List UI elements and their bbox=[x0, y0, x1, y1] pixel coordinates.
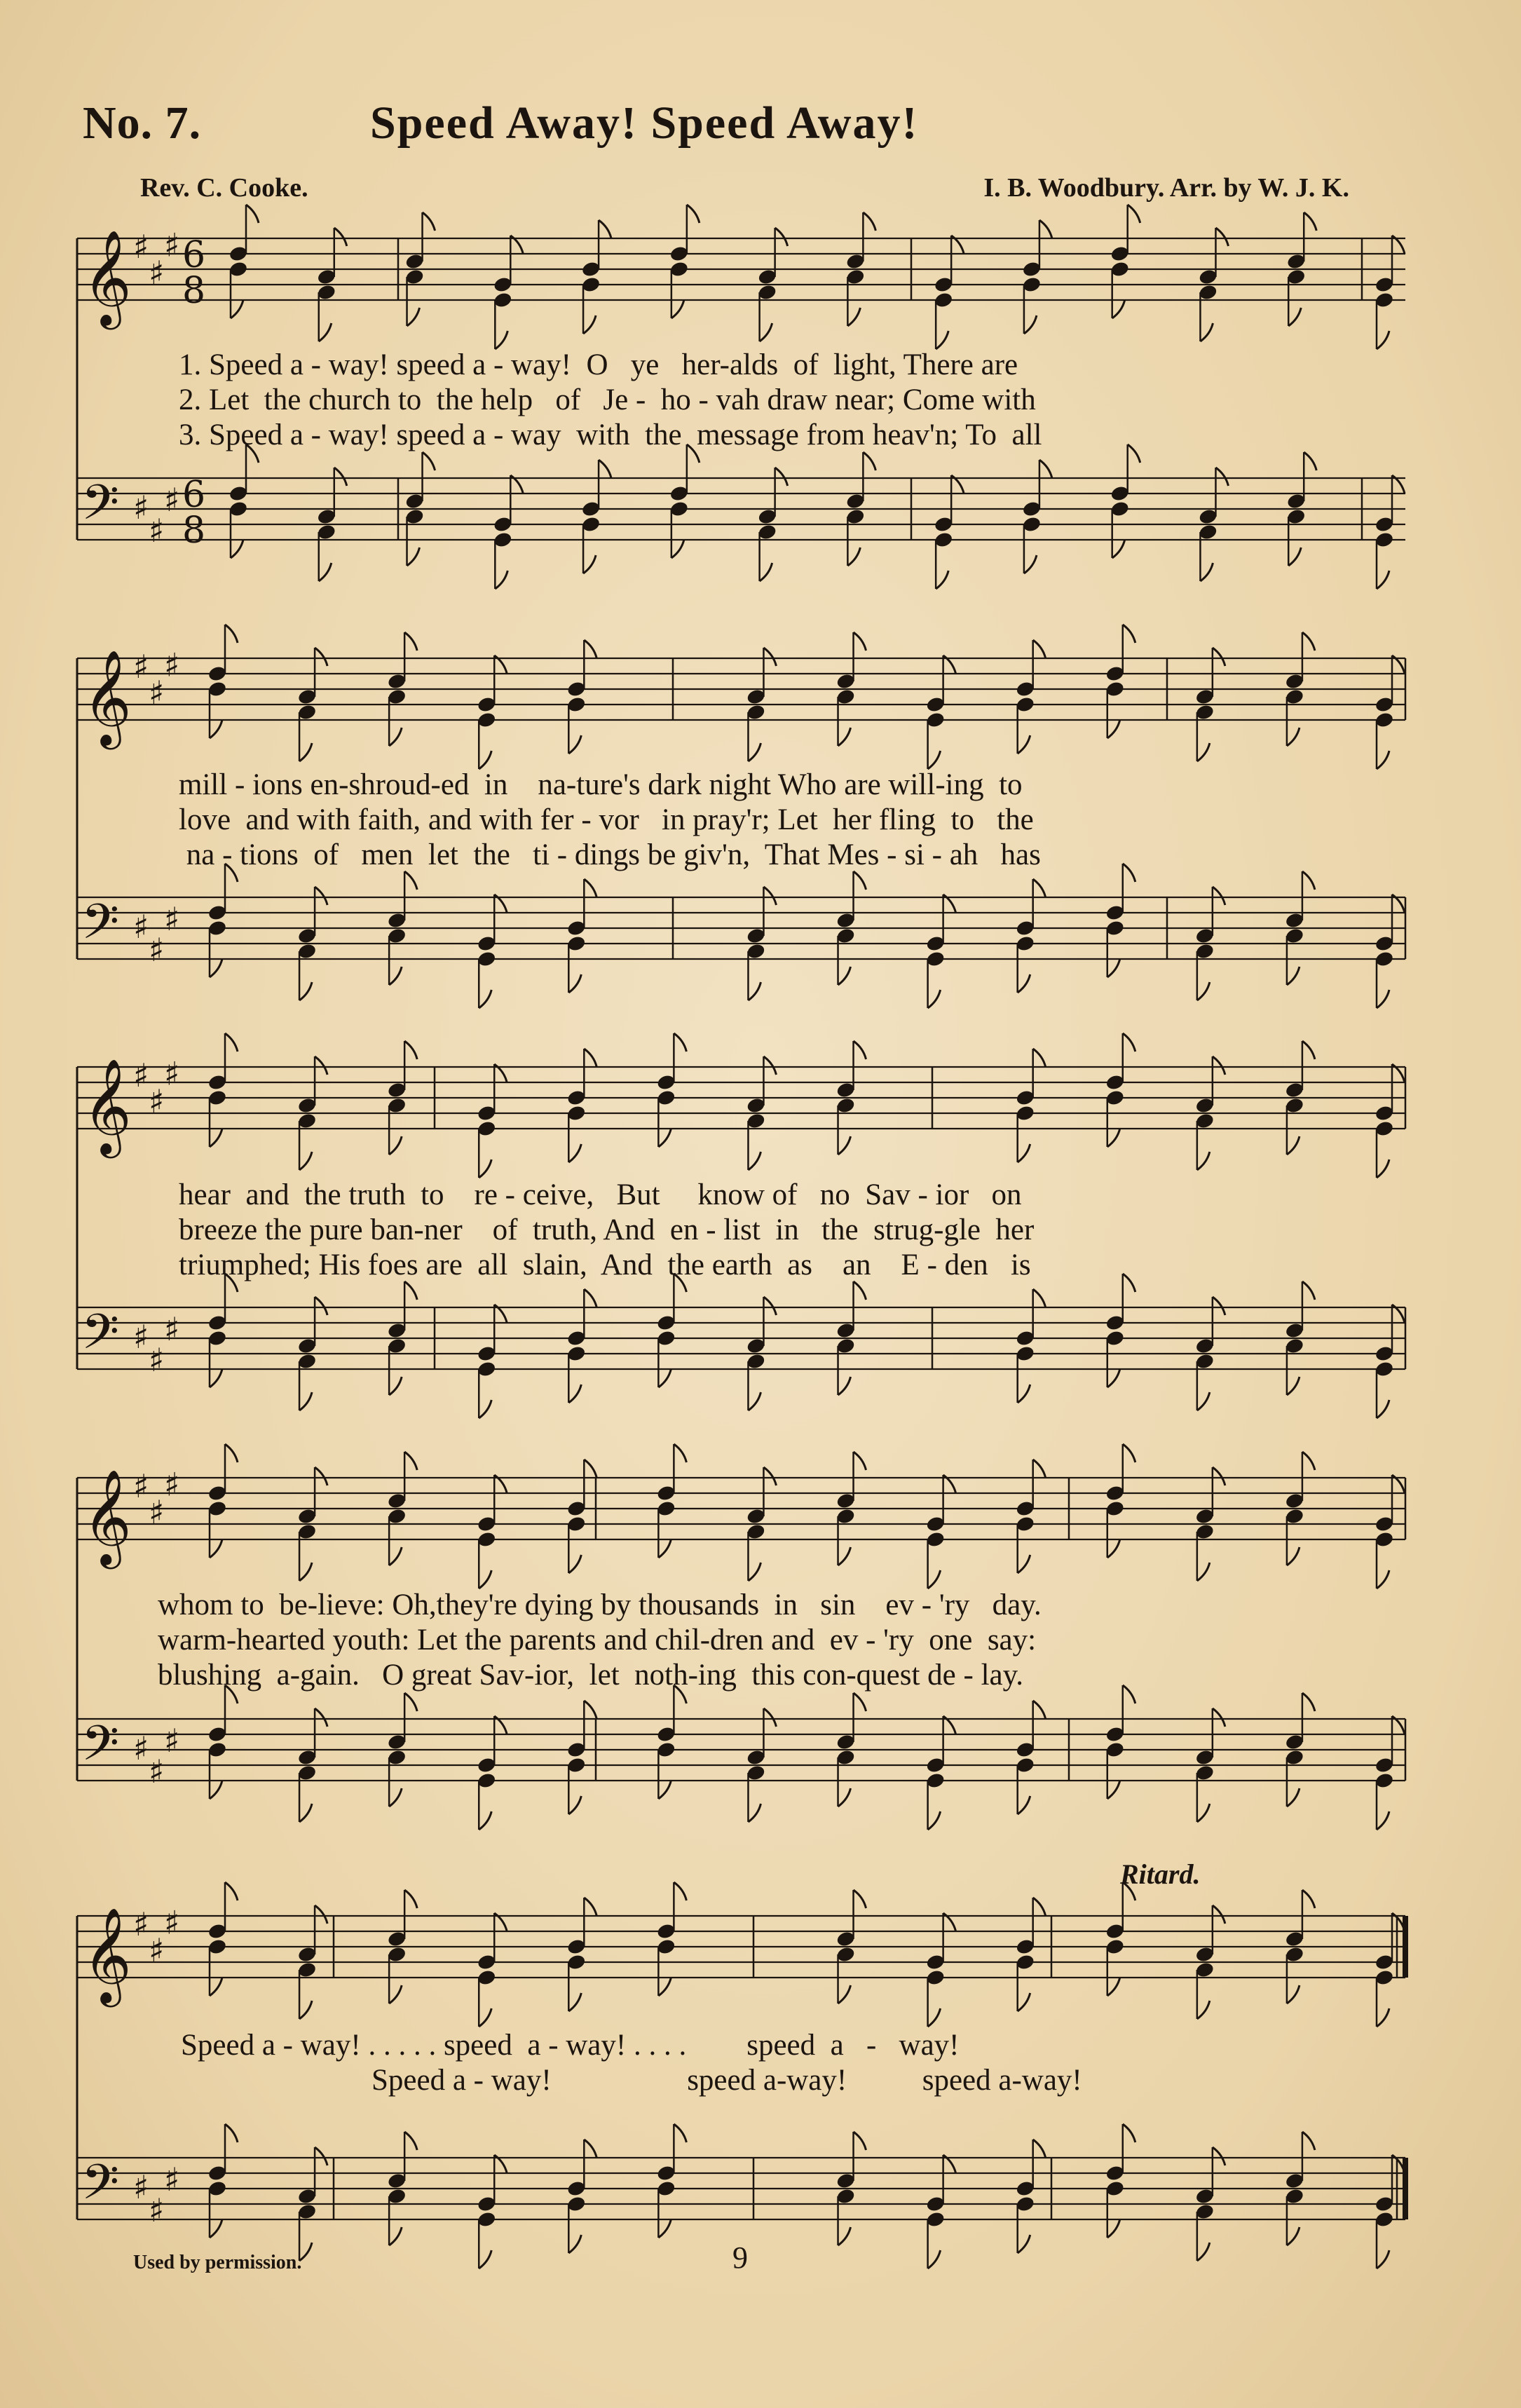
note-flag bbox=[1302, 632, 1315, 651]
note-flag bbox=[854, 632, 866, 651]
note-flag bbox=[568, 1385, 581, 1403]
note-flag bbox=[583, 315, 596, 334]
note-flag bbox=[748, 1563, 760, 1581]
sharp-sign: ♯ bbox=[133, 1905, 149, 1943]
note-flag bbox=[854, 1041, 866, 1059]
note-flag bbox=[1112, 540, 1125, 558]
note-flag bbox=[1213, 1056, 1225, 1075]
lyric-line: Speed a - way! . . . . . speed a - way! . . . . speed a - way! bbox=[181, 2029, 960, 2062]
note-flag bbox=[389, 2227, 402, 2245]
lyricist-credit: Rev. C. Cooke. bbox=[140, 173, 308, 203]
note-flag bbox=[299, 2001, 312, 2019]
note-flag bbox=[225, 1444, 238, 1462]
note-flag bbox=[479, 2008, 491, 2027]
sharp-sign: ♯ bbox=[133, 1467, 149, 1505]
lyric-line: hear and the truth to re - ceive, But know of no Sav - ior on bbox=[179, 1178, 1022, 1211]
note-flag bbox=[1287, 1985, 1300, 2004]
note-flag bbox=[1197, 1392, 1210, 1410]
note-flag bbox=[1107, 1781, 1120, 1799]
note-flag bbox=[389, 1788, 402, 1807]
note-flag bbox=[1018, 1993, 1030, 2011]
note-flag bbox=[299, 1392, 312, 1410]
sharp-sign: ♯ bbox=[164, 1054, 180, 1093]
note-flag bbox=[495, 331, 507, 349]
note-flag bbox=[1377, 990, 1389, 1008]
note-flag bbox=[1018, 1385, 1030, 1403]
note-flag bbox=[838, 2227, 851, 2245]
note-flag bbox=[1197, 1152, 1210, 1170]
sharp-sign: ♯ bbox=[149, 1082, 165, 1120]
note-flag bbox=[404, 1041, 417, 1059]
note-flag bbox=[1287, 1788, 1300, 1807]
hymn-number: No. 7. bbox=[83, 97, 202, 149]
composer-credit: I. B. Woodbury. Arr. by W. J. K. bbox=[983, 173, 1349, 203]
note-flag bbox=[1304, 212, 1316, 231]
note-flag bbox=[1018, 1555, 1030, 1573]
sharp-sign: ♯ bbox=[164, 1310, 180, 1348]
sharp-sign: ♯ bbox=[149, 1341, 165, 1379]
note-flag bbox=[748, 1152, 760, 1170]
note-flag bbox=[389, 1985, 402, 2004]
note-flag bbox=[1107, 1539, 1120, 1558]
bass-clef: 𝄢 bbox=[81, 1715, 120, 1783]
sharp-sign: ♯ bbox=[164, 226, 180, 264]
system-4-lyrics bbox=[0, 1588, 1521, 1760]
note-flag bbox=[674, 1882, 686, 1900]
note-flag bbox=[1302, 1452, 1315, 1470]
note-flag bbox=[1033, 1898, 1046, 1916]
sharp-sign: ♯ bbox=[149, 1753, 165, 1790]
lyric-line: 1. Speed a - way! speed a - way! O ye her-alds of light, There are bbox=[179, 348, 1018, 381]
note-flag bbox=[479, 1159, 491, 1178]
note-flag bbox=[863, 212, 875, 231]
note-flag bbox=[299, 982, 312, 1000]
note-flag bbox=[1107, 1978, 1120, 1996]
note-flag bbox=[1033, 1460, 1046, 1478]
note-flag bbox=[479, 751, 491, 769]
note-flag bbox=[599, 220, 611, 238]
ritard-marking: Ritard. bbox=[1120, 1858, 1201, 1890]
sharp-sign: ♯ bbox=[164, 2161, 180, 2198]
note-flag bbox=[928, 751, 941, 769]
note-flag bbox=[225, 1033, 238, 1052]
note-flag bbox=[838, 1136, 851, 1155]
note-flag bbox=[838, 1985, 851, 2004]
note-flag bbox=[847, 308, 860, 326]
note-flag bbox=[658, 1539, 671, 1558]
sharp-sign: ♯ bbox=[133, 2168, 149, 2206]
note-flag bbox=[225, 625, 238, 643]
sharp-sign: ♯ bbox=[164, 646, 180, 684]
note-flag bbox=[1200, 323, 1213, 341]
note-flag bbox=[568, 735, 581, 754]
note-flag bbox=[334, 228, 347, 246]
note-flag bbox=[674, 1033, 686, 1052]
note-flag bbox=[928, 2250, 941, 2268]
note-flag bbox=[231, 300, 243, 318]
lyric-line: warm-hearted youth: Let the parents and chil-dren and ev - 'ry one say: bbox=[158, 1624, 1037, 1657]
note-flag bbox=[319, 323, 332, 341]
note-flag bbox=[1287, 1377, 1300, 1395]
note-flag bbox=[1112, 300, 1125, 318]
note-flag bbox=[210, 720, 222, 738]
sharp-sign: ♯ bbox=[149, 674, 165, 712]
note-flag bbox=[1107, 2219, 1120, 2238]
bass-clef: 𝄢 bbox=[81, 1303, 120, 1372]
note-flag bbox=[389, 1547, 402, 1565]
note-flag bbox=[1288, 308, 1301, 326]
sharp-sign: ♯ bbox=[133, 908, 149, 946]
note-flag bbox=[210, 959, 222, 977]
note-flag bbox=[936, 571, 948, 589]
note-flag bbox=[1213, 1467, 1225, 1485]
note-flag bbox=[847, 547, 860, 566]
note-flag bbox=[315, 648, 327, 666]
sharp-sign: ♯ bbox=[133, 489, 149, 526]
note-flag bbox=[1213, 1905, 1225, 1924]
note-flag bbox=[315, 1467, 327, 1485]
note-flag bbox=[568, 2235, 581, 2253]
lyric-line: breeze the pure ban-ner of truth, And en - list in the strug-gle her bbox=[179, 1213, 1035, 1246]
note-flag bbox=[225, 1882, 238, 1900]
note-flag bbox=[299, 1563, 312, 1581]
note-flag bbox=[1377, 331, 1389, 349]
system-3-lyrics bbox=[0, 1178, 1521, 1349]
note-flag bbox=[658, 1978, 671, 1996]
sharp-sign: ♯ bbox=[149, 1493, 165, 1531]
sharp-sign: ♯ bbox=[133, 648, 149, 686]
note-flag bbox=[1377, 2250, 1389, 2268]
note-flag bbox=[1302, 1041, 1315, 1059]
lyric-line: 3. Speed a - way! speed a - way with the message from heav'n; To all bbox=[179, 419, 1042, 451]
time-signature-numerator: 6 bbox=[182, 474, 206, 516]
note-flag bbox=[1123, 625, 1135, 643]
treble-clef: 𝄞 bbox=[83, 229, 132, 325]
note-flag bbox=[763, 1056, 776, 1075]
note-flag bbox=[1197, 743, 1210, 761]
note-flag bbox=[1197, 1804, 1210, 1822]
sharp-sign: ♯ bbox=[149, 931, 165, 969]
bass-clef: 𝄢 bbox=[81, 474, 120, 543]
note-flag bbox=[568, 1993, 581, 2011]
note-flag bbox=[479, 1400, 491, 1418]
note-flag bbox=[1107, 1369, 1120, 1387]
note-flag bbox=[838, 967, 851, 985]
note-flag bbox=[936, 331, 948, 349]
bass-clef: 𝄢 bbox=[81, 893, 120, 962]
system-5-lyrics bbox=[0, 2028, 1521, 2165]
note-flag bbox=[1197, 2243, 1210, 2261]
note-flag bbox=[495, 571, 507, 589]
note-flag bbox=[775, 228, 788, 246]
note-flag bbox=[389, 728, 402, 746]
note-flag bbox=[1039, 220, 1052, 238]
note-flag bbox=[479, 2250, 491, 2268]
sharp-sign: ♯ bbox=[149, 1931, 165, 1969]
lyric-line: blushing a-gain. O great Sav-ior, let noth-ing this con-quest de - lay. bbox=[158, 1659, 1024, 1692]
note-flag bbox=[928, 1811, 941, 1830]
note-flag bbox=[299, 1804, 312, 1822]
note-flag bbox=[315, 1056, 327, 1075]
lyric-line: na - tions of men let the ti - dings be giv'n, That Mes - si - ah has bbox=[179, 838, 1041, 871]
note-flag bbox=[1018, 1144, 1030, 1162]
note-flag bbox=[1377, 1159, 1389, 1178]
time-signature-denominator: 8 bbox=[182, 510, 206, 552]
note-flag bbox=[838, 1788, 851, 1807]
note-flag bbox=[1033, 640, 1046, 658]
note-flag bbox=[404, 1452, 417, 1470]
note-flag bbox=[584, 1049, 596, 1067]
note-flag bbox=[479, 1811, 491, 1830]
note-flag bbox=[1033, 1049, 1046, 1067]
sharp-sign: ♯ bbox=[164, 1903, 180, 1942]
note-flag bbox=[671, 540, 684, 558]
note-flag bbox=[854, 1452, 866, 1470]
note-flag bbox=[1377, 1811, 1389, 1830]
note-flag bbox=[1287, 1136, 1300, 1155]
note-flag bbox=[1123, 1033, 1135, 1052]
sharp-sign: ♯ bbox=[133, 228, 149, 266]
sharp-sign: ♯ bbox=[149, 512, 165, 550]
page-number: 9 bbox=[732, 2240, 748, 2275]
note-flag bbox=[479, 990, 491, 1008]
note-flag bbox=[584, 1898, 596, 1916]
note-flag bbox=[748, 1804, 760, 1822]
system-2-lyrics bbox=[0, 768, 1521, 939]
note-flag bbox=[928, 1570, 941, 1589]
note-flag bbox=[210, 1781, 222, 1799]
note-flag bbox=[389, 1136, 402, 1155]
system-1-lyrics bbox=[0, 348, 1521, 519]
note-flag bbox=[1288, 547, 1301, 566]
time-signature-denominator: 8 bbox=[182, 270, 206, 312]
note-flag bbox=[760, 563, 772, 581]
note-flag bbox=[1302, 1890, 1315, 1908]
note-flag bbox=[748, 743, 760, 761]
lyric-line: mill - ions en-shroud-ed in na-ture's dark night Who are will-ing to bbox=[179, 768, 1023, 801]
note-flag bbox=[407, 547, 420, 566]
note-flag bbox=[658, 2219, 671, 2238]
note-flag bbox=[854, 1890, 866, 1908]
note-flag bbox=[1377, 571, 1389, 589]
lyric-line: 2. Let the church to the help of Je - ho - vah draw near; Come with bbox=[179, 383, 1036, 416]
note-flag bbox=[404, 632, 417, 651]
treble-clef: 𝄞 bbox=[83, 1057, 132, 1154]
sharp-sign: ♯ bbox=[149, 254, 165, 292]
note-flag bbox=[319, 563, 332, 581]
note-flag bbox=[763, 1467, 776, 1485]
sharp-sign: ♯ bbox=[133, 1729, 149, 1767]
note-flag bbox=[838, 1377, 851, 1395]
note-flag bbox=[389, 1377, 402, 1395]
note-flag bbox=[568, 1796, 581, 1814]
note-flag bbox=[763, 648, 776, 666]
note-flag bbox=[1197, 1563, 1210, 1581]
note-flag bbox=[210, 1539, 222, 1558]
bass-clef: 𝄢 bbox=[81, 2154, 120, 2222]
note-flag bbox=[748, 982, 760, 1000]
note-flag bbox=[1018, 2235, 1030, 2253]
note-flag bbox=[838, 728, 851, 746]
note-flag bbox=[1377, 1570, 1389, 1589]
note-flag bbox=[210, 1129, 222, 1147]
note-flag bbox=[246, 205, 259, 223]
note-flag bbox=[479, 1570, 491, 1589]
note-flag bbox=[568, 974, 581, 993]
note-flag bbox=[748, 1392, 760, 1410]
note-flag bbox=[231, 540, 243, 558]
note-flag bbox=[1197, 2001, 1210, 2019]
note-flag bbox=[423, 212, 435, 231]
note-flag bbox=[838, 1547, 851, 1565]
note-flag bbox=[1287, 967, 1300, 985]
note-flag bbox=[299, 1152, 312, 1170]
note-flag bbox=[1107, 959, 1120, 977]
note-flag bbox=[407, 308, 420, 326]
lyric-line: love and with faith, and with fer - vor in pray'r; Let her fling to the bbox=[179, 803, 1034, 836]
note-flag bbox=[1287, 1547, 1300, 1565]
note-flag bbox=[658, 1129, 671, 1147]
note-flag bbox=[210, 1978, 222, 1996]
note-flag bbox=[1287, 728, 1300, 746]
note-flag bbox=[584, 1460, 596, 1478]
sharp-sign: ♯ bbox=[149, 2191, 165, 2229]
note-flag bbox=[568, 1144, 581, 1162]
note-flag bbox=[584, 640, 596, 658]
sharp-sign: ♯ bbox=[164, 481, 180, 519]
note-flag bbox=[1123, 1444, 1135, 1462]
sharp-sign: ♯ bbox=[164, 1722, 180, 1760]
note-flag bbox=[687, 205, 700, 223]
note-flag bbox=[1215, 228, 1228, 246]
note-flag bbox=[1128, 205, 1140, 223]
note-flag bbox=[760, 323, 772, 341]
note-flag bbox=[1377, 1400, 1389, 1418]
note-flag bbox=[1213, 648, 1225, 666]
sharp-sign: ♯ bbox=[133, 1056, 149, 1094]
note-flag bbox=[299, 743, 312, 761]
note-flag bbox=[1018, 735, 1030, 754]
note-flag bbox=[928, 990, 941, 1008]
note-flag bbox=[1377, 751, 1389, 769]
hymn-title: Speed Away! Speed Away! bbox=[370, 97, 919, 149]
note-flag bbox=[1287, 2227, 1300, 2245]
lyric-line: triumphed; His foes are all slain, And the earth as an E - den is bbox=[179, 1249, 1031, 1281]
note-flag bbox=[674, 1444, 686, 1462]
note-flag bbox=[1018, 1796, 1030, 1814]
treble-clef: 𝄞 bbox=[83, 1906, 132, 2003]
treble-clef: 𝄞 bbox=[83, 648, 132, 745]
note-flag bbox=[1107, 720, 1120, 738]
note-flag bbox=[583, 555, 596, 573]
note-flag bbox=[1024, 315, 1037, 334]
note-flag bbox=[315, 1905, 327, 1924]
lyric-line: whom to be-lieve: Oh,they're dying by thousands in sin ev - 'ry day. bbox=[158, 1589, 1042, 1621]
note-flag bbox=[928, 2008, 941, 2027]
time-signature-numerator: 6 bbox=[182, 234, 206, 276]
sharp-sign: ♯ bbox=[133, 1318, 149, 1356]
sharp-sign: ♯ bbox=[164, 1465, 180, 1504]
note-flag bbox=[1197, 982, 1210, 1000]
note-flag bbox=[658, 1369, 671, 1387]
note-flag bbox=[1024, 555, 1037, 573]
note-flag bbox=[1377, 2008, 1389, 2027]
sharp-sign: ♯ bbox=[164, 900, 180, 938]
note-flag bbox=[568, 1555, 581, 1573]
note-flag bbox=[210, 1369, 222, 1387]
note-flag bbox=[404, 1890, 417, 1908]
permission-note: Used by permission. bbox=[133, 2252, 302, 2273]
note-flag bbox=[658, 1781, 671, 1799]
note-flag bbox=[389, 967, 402, 985]
note-flag bbox=[210, 2219, 222, 2238]
note-flag bbox=[671, 300, 684, 318]
note-flag bbox=[1018, 974, 1030, 993]
note-flag bbox=[1200, 563, 1213, 581]
treble-clef: 𝄞 bbox=[83, 1468, 132, 1565]
note-flag bbox=[1107, 1129, 1120, 1147]
lyric-line: Speed a - way! speed a-way! speed a-way! bbox=[371, 2064, 1082, 2097]
